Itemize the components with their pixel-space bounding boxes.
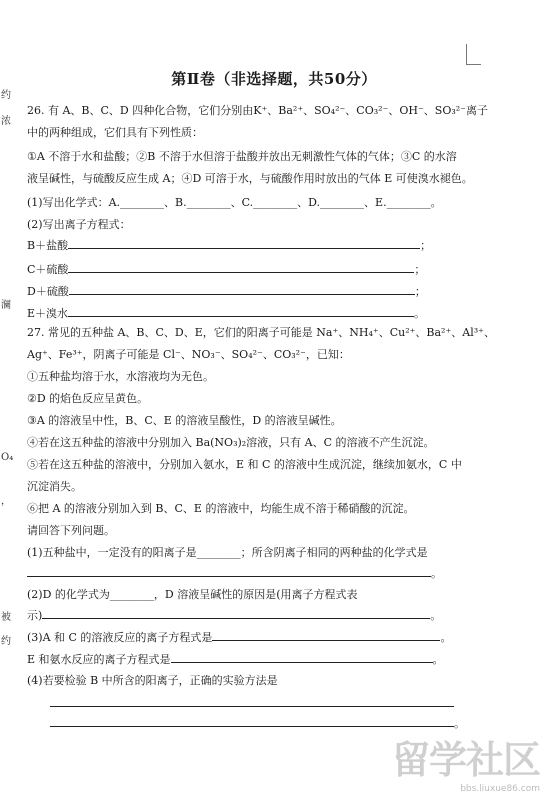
watermark-url: bbs.liuxue86.com [460, 784, 540, 794]
q26-equation-row [27, 284, 426, 299]
question-text: E 和氨水反应的离子方程式是 [27, 653, 171, 666]
q27-prompt: 请回答下列问题。 [27, 524, 115, 537]
q26-equation-row [27, 306, 425, 321]
answer-blank[interactable] [171, 652, 433, 663]
punctuation: ； [414, 263, 426, 276]
margin-char: 被 [1, 612, 11, 623]
q27-condition: 沉淀消失。 [27, 480, 82, 493]
answer-blank[interactable] [69, 284, 415, 295]
answer-blank[interactable] [42, 608, 430, 619]
q27-question-row [27, 652, 444, 667]
punctuation: ； [414, 285, 426, 298]
q27-condition: ②D 的焰色反应呈黄色。 [27, 392, 149, 405]
answer-blank[interactable] [68, 306, 414, 317]
q26-equation-row [27, 238, 431, 253]
q26-line: 液呈碱性，与硫酸反应生成 A；④D 可溶于水，与硫酸作用时放出的气体 E 可使溴水褪色。 [27, 172, 473, 185]
equation-label: D＋硫酸 [27, 285, 69, 298]
equation-label: E＋溴水 [27, 307, 69, 320]
answer-blank[interactable] [212, 630, 440, 641]
q26-line: 中的两种组成，它们具有下列性质： [27, 126, 203, 139]
equation-label: B＋盐酸 [27, 239, 69, 252]
margin-char: 约 [1, 90, 11, 101]
question-text: (3)A 和 C 的溶液反应的离子方程式是 [27, 631, 213, 644]
watermark-logo [392, 729, 540, 794]
punctuation: ； [420, 239, 432, 252]
q26-line: ①A 不溶于水和盐酸；②B 不溶于水但溶于盐酸并放出无刺激性气体的气体；③C 的水溶 [27, 150, 457, 163]
q27-condition: ⑥把 A 的溶液分别加入到 B、C、E 的溶液中，均能生成不溶于稀硝酸的沉淀。 [27, 502, 415, 515]
section-title: 第Ⅱ卷（非选择题，共50分） [171, 70, 377, 88]
q27-question-row [27, 630, 451, 645]
margin-char: 约 [1, 636, 11, 647]
answer-blank[interactable] [68, 262, 414, 273]
page-corner-mark [466, 44, 481, 65]
q27-condition: ①五种盐均溶于水，水溶液均为无色。 [27, 370, 214, 383]
answer-line-row [27, 566, 442, 581]
answer-line-row [27, 608, 441, 623]
q26-equation-row [27, 262, 425, 277]
q27-condition: ⑤若在这五种盐的溶液中，分别加入氨水，E 和 C 的溶液中生成沉淀，继续加氨水，C 中 [27, 458, 462, 471]
punctuation: 。 [454, 717, 465, 730]
q26-ionic-prompt: (2)写出离子方程式： [27, 218, 131, 231]
q27-condition: ④若在这五种盐的溶液中分别加入 Ba(NO₃)₂溶液，只有 A、C 的溶液不产生沉淀。 [27, 436, 435, 449]
q27-question: (2)D 的化学式为________，D 溶液呈碱性的原因是(用离子方程式表 [27, 588, 358, 601]
margin-char: 浓 [1, 116, 11, 127]
margin-char: O₄ [1, 452, 14, 463]
answer-blank[interactable] [27, 566, 431, 577]
punctuation: 。 [440, 631, 452, 644]
answer-blank[interactable] [68, 238, 420, 249]
answer-blank[interactable] [50, 696, 454, 707]
answer-line-row [50, 696, 454, 711]
q27-condition: ③A 的溶液呈中性，B、C、E 的溶液呈酸性，D 的溶液呈碱性。 [27, 414, 342, 427]
watermark-text: 留学社区 [391, 738, 540, 782]
q27-question: (1)五种盐中，一定没有的阳离子是________；所含阴离子相同的两种盐的化学式是 [27, 546, 428, 559]
punctuation: 。 [431, 567, 442, 580]
punctuation: 。 [430, 609, 442, 622]
answer-blank[interactable] [50, 716, 454, 727]
q27-question: (4)若要检验 B 中所含的阳离子，正确的实验方法是 [27, 674, 278, 687]
punctuation: 。 [432, 653, 444, 666]
q27-line: 27. 常见的五种盐 A、B、C、D、E，它们的阳离子可能是 Na⁺、NH₄⁺、Cu²⁺、Ba²⁺、Al³⁺、 [27, 326, 495, 339]
q27-line: Ag⁺、Fe³⁺，阴离子可能是 Cl⁻、NO₃⁻、SO₄²⁻、CO₃²⁻，已知： [27, 348, 350, 361]
margin-char: ， [1, 496, 11, 507]
q26-line: 26. 有 A、B、C、D 四种化合物，它们分别由K⁺、Ba²⁺、SO₄²⁻、CO₃²⁻、OH⁻、SO₃²⁻离子 [27, 104, 488, 117]
punctuation: 。 [414, 307, 426, 320]
q26-formula-prompt: (1)写出化学式：A.________、B.________、C.________、D.________、E.________。 [27, 196, 442, 209]
equation-label: C＋硫酸 [27, 263, 69, 276]
margin-char: 澜 [1, 300, 11, 311]
continuation-text: 示) [27, 609, 43, 622]
